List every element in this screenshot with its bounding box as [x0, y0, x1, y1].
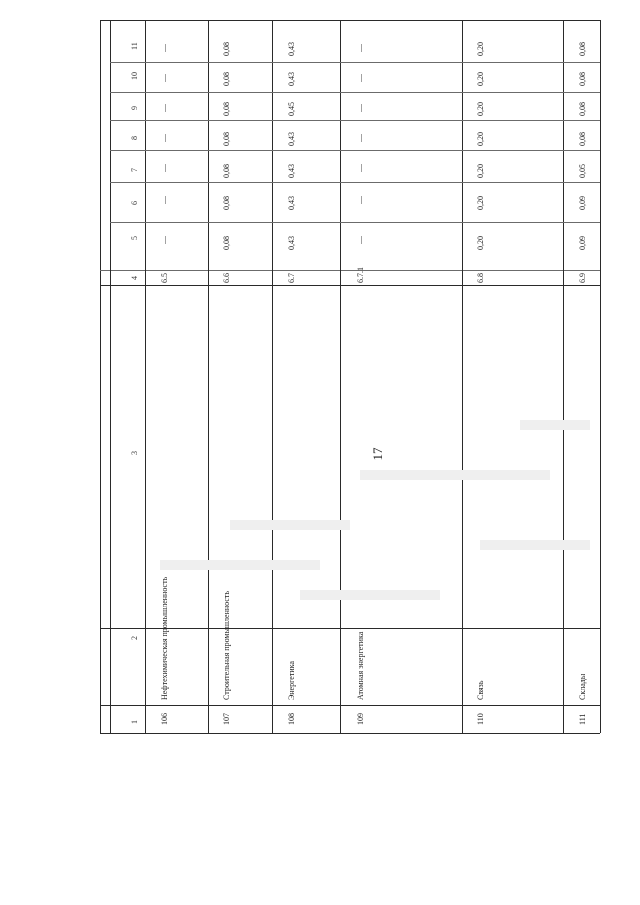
row-value: 0,43	[287, 72, 296, 86]
row-value: 0,20	[476, 196, 485, 210]
row-value: 0,20	[476, 164, 485, 178]
row-code: 6.6	[222, 273, 231, 283]
row-id: 111	[578, 713, 587, 725]
row-code: 6.7	[287, 273, 296, 283]
row-value: 0,08	[222, 102, 231, 116]
row-id: 108	[287, 713, 296, 725]
header-col-11: 11	[130, 42, 139, 50]
header-col-2: 2	[130, 636, 139, 640]
row-name: Связь	[476, 680, 485, 700]
row-value: —	[160, 104, 169, 112]
row-name: Строительная промышленность	[222, 590, 231, 700]
header-col-9: 9	[130, 106, 139, 110]
row-value: 0,08	[578, 42, 587, 56]
header-col-6: 6	[130, 201, 139, 205]
row-name: Склады	[578, 673, 587, 700]
row-value: —	[356, 236, 365, 244]
row-value: 0,08	[222, 236, 231, 250]
row-value: 0,08	[222, 196, 231, 210]
row-value: 0,20	[476, 132, 485, 146]
row-value: —	[160, 196, 169, 204]
row-value: —	[160, 44, 169, 52]
header-col-10: 10	[130, 72, 139, 80]
row-name: Нефтехимическая промышленность	[160, 576, 169, 700]
row-value: 0,43	[287, 164, 296, 178]
row-value: 0,43	[287, 42, 296, 56]
row-value: 0,20	[476, 72, 485, 86]
row-code: 6.5	[160, 273, 169, 283]
row-id: 107	[222, 713, 231, 725]
row-value: —	[356, 134, 365, 142]
row-value: 0,08	[578, 72, 587, 86]
row-code: 6.9	[578, 273, 587, 283]
row-value: 0,09	[578, 236, 587, 250]
row-value: 0,43	[287, 132, 296, 146]
header-col-1: 1	[130, 720, 139, 724]
row-value: 0,05	[578, 164, 587, 178]
row-value: —	[356, 104, 365, 112]
row-value: 0,08	[222, 132, 231, 146]
row-value: 0,20	[476, 102, 485, 116]
row-value: 0,08	[222, 164, 231, 178]
row-value: 0,08	[578, 102, 587, 116]
row-value: 0,20	[476, 236, 485, 250]
row-value: 0,08	[222, 72, 231, 86]
row-value: —	[160, 236, 169, 244]
header-col-3: 3	[130, 451, 139, 455]
row-value: 0,43	[287, 236, 296, 250]
row-code: 6.7.1	[356, 267, 365, 283]
row-value: —	[356, 164, 365, 172]
row-value: —	[160, 164, 169, 172]
row-id: 109	[356, 713, 365, 725]
row-value: 0,20	[476, 42, 485, 56]
row-id: 110	[476, 713, 485, 725]
row-value: —	[160, 134, 169, 142]
page-number: 17	[370, 447, 385, 461]
row-value: 0,09	[578, 196, 587, 210]
row-value: —	[356, 74, 365, 82]
row-id: 106	[160, 713, 169, 725]
row-value: —	[160, 74, 169, 82]
row-name: Энергетика	[287, 661, 296, 700]
row-name: Атомная энергетика	[356, 631, 365, 700]
row-value: 0,45	[287, 102, 296, 116]
header-col-8: 8	[130, 136, 139, 140]
header-col-5: 5	[130, 236, 139, 240]
row-value: 0,08	[222, 42, 231, 56]
row-value: —	[356, 196, 365, 204]
header-col-7: 7	[130, 168, 139, 172]
row-value: —	[356, 44, 365, 52]
row-value: 0,43	[287, 196, 296, 210]
header-col-4: 4	[130, 276, 139, 280]
row-code: 6.8	[476, 273, 485, 283]
row-value: 0,08	[578, 132, 587, 146]
